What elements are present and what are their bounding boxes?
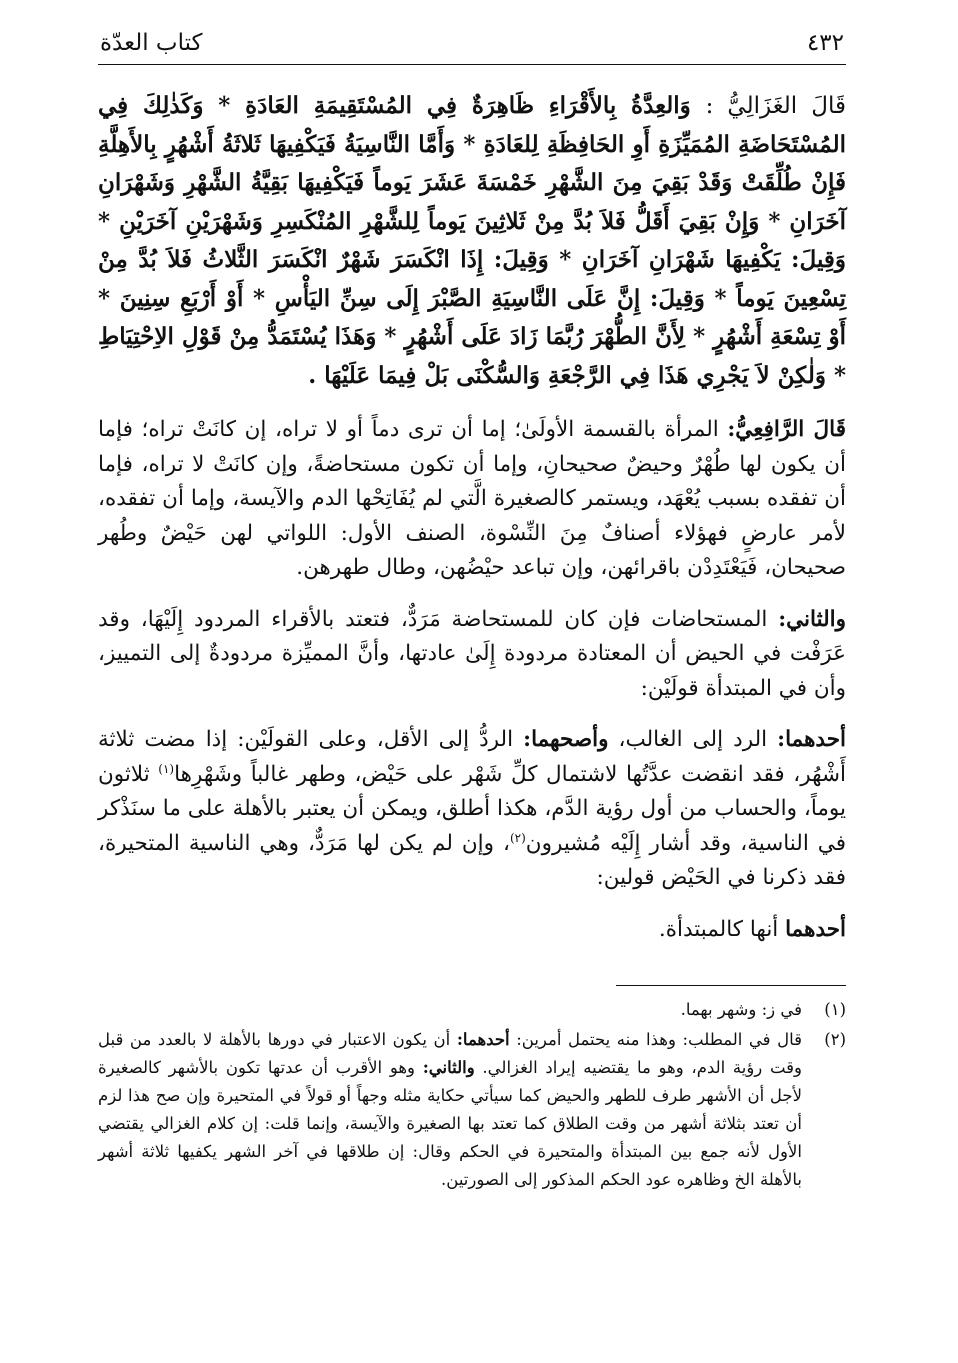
commentary-text-4: أنها كالمبتدأة.	[658, 916, 779, 942]
matn-speaker: قَالَ الغَزَالِيُّ :	[705, 93, 847, 119]
footnote-number: (٢)	[824, 1030, 846, 1049]
commentary-text-3b: الردُّ إلى الأقل، وعلى القولَيْن: إذا مضت ثلاثة أَشْهُر، فقد انقضت عدَّتُها لاشتمال كلِّ شَهْر على حَيْض، وطهر غالباً وشَهْرِها	[98, 727, 846, 787]
footnote-lead-second: والثاني:	[422, 1058, 475, 1077]
footnote-2	[98, 1026, 846, 1194]
commentary-lead-first: أحدهما	[785, 916, 846, 942]
commentary-text-3a: الرد إلى الغالب،	[618, 727, 768, 752]
footnote-number: (١)	[824, 1000, 846, 1019]
footnote-ref-2[interactable]: (٢)	[509, 830, 526, 845]
matn-paragraph	[98, 87, 846, 395]
page-number: ٤٣٢	[806, 30, 844, 56]
commentary-speaker: قَالَ الرَّافِعِيُّ:	[727, 417, 846, 442]
commentary	[98, 413, 846, 947]
footnotes	[98, 996, 846, 1194]
footnote-text-pre: قال في المطلب: وهذا منه يحتمل أمرين:	[516, 1030, 803, 1049]
footnote-lead-first: أحدهما:	[456, 1030, 510, 1049]
commentary-paragraph-4	[98, 913, 846, 948]
commentary-text-3d: ، وإن لم يكن لها مَرَدٌّ، وهي الناسية المتحيرة، فقد ذكرنا في الحَيْض قولين:	[98, 830, 846, 890]
commentary-paragraph-3	[98, 723, 846, 896]
footnote-separator	[616, 985, 846, 986]
commentary-lead-sounder-opinion: وأصحهما:	[523, 727, 609, 752]
book-title: كتاب العدّة	[100, 30, 203, 56]
footnote-ref-1[interactable]: (١)	[158, 761, 175, 776]
commentary-text-3c: ثلاثون يوماً، والحساب من أول رؤية الدَّم، هكذا أطلق، ويمكن أن يعتبر بالأهلة على ما سنَذْكر في الناسية، وقد أشار إِلَيْه مُشيرون	[98, 761, 846, 856]
commentary-paragraph-1	[98, 413, 846, 586]
commentary-text-1: المرأة بالقسمة الأولَىٰ؛ إما أن ترى دماً أو لا تراه، إن كانَتْ تراه؛ فإما أن يكون لها طُهْرٌ وحيضٌ صحيحانِ، وإما أن تكون مستحاضةً، وإن كانَتْ لا تراه، فإما أن تفقده بسبب يُعْهَد، ويستمر كالصغيرة الَّتي لم يُفَاتِحْها الدم والآيسة، وإما أن تفقده، لأمر عارضٍ فهؤلاء أصنافٌ مِنَ النِّسْوة، الصنف الأول: اللواتي لهن حَيْضٌ وطُهر صحيحان، فَيَعْتَدِدْن باقرائهن، وإن تباعد حيْضُهن، وطال طهرهن.	[98, 417, 846, 580]
commentary-paragraph-2	[98, 603, 846, 707]
running-header	[98, 28, 846, 65]
footnote-text-post: وهو الأقرب أن عدتها تكون بالأشهر كالصغيرة لأجل أن الأشهر طرف للطهر والحيض كما سيأتي حكاية مثله وجهاً أو قولاً في المتحيرة وإن صح هذا لزم أن تعتد بثلاثة أشهر من وقت الطلاق كما تعتد بها الصغيرة والآيسة، وإنما قلت: إن كلام الغزالي يقتضي الأول لأنه جمع بين المبتدأة والمتحيرة في الحكم وقال: إن طلاقها في آخر الشهر يكفيها ثلاثة أشهر بالأهلة الخ وظاهره عود الحكم المذكور إلى الصورتين.	[98, 1058, 802, 1189]
commentary-text-2: المستحاضات فإن كان للمستحاضة مَرَدٌّ، فتعتد بالأقراء المردود إِلَيْهَا، وقد عَرَفْت في الحيض أن المعتادة مردودة إِلَىٰ عادتها، وأنَّ المميِّزة مردودةٌ إلى التمييز، وأن في المبتدأة قولَيْن:	[98, 606, 846, 701]
commentary-lead-second: والثاني:	[778, 606, 846, 632]
commentary-lead-first-opinion: أحدهما:	[777, 727, 846, 752]
footnote-text: في ز: وشهر بهما.	[680, 1000, 802, 1019]
matn-text: وَالعِدَّةُ بِالأَقْرَاءِ ظَاهِرَةٌ فِي المُسْتَقِيمَةِ العَادَةِ * وَكَذٰلِكَ فِي المُسْتَحَاضَةِ المُمَيِّزَةِ أَوِ الحَافِظَةِ لِلعَادَةِ * وَأَمَّا النَّاسِيَةُ فَيَكْفِيهَا ثَلاثَةُ أَشْهُرٍ بِالأَهِلَّةِ فَإِنْ طُلِّقَتْ وَقَدْ بَقِيَ مِنَ الشَّهْرِ خَمْسَةَ عَشَرَ يَوماً فَيَكْفِيهَا بَقِيَّةُ الشَّهْرِ وَشَهْرَانِ آخَرَانِ * وَإِنْ بَقِيَ أَقَلُّ فَلاَ بُدَّ مِنْ ثَلاثِينَ يَوماً لِلشَّهْرِ المُنْكَسِرِ وَشَهْرَيْنِ آخَرَيْنِ * وَقِيلَ: يَكْفِيهَا شَهْرَانِ آخَرَانِ * وَقِيلَ: إِذَا انْكَسَرَ شَهْرٌ انْكَسَرَ الثَّلاثُ فَلاَ بُدَّ مِنْ تِسْعِينَ يَوماً * وَقِيلَ: إِنَّ عَلَى النَّاسِيَةِ الصَّبْرَ إِلَى سِنِّ اليَأْسِ * أَوْ أَرْبَعِ سِنِينَ * أَوْ تِسْعَةِ أَشْهُرٍ * لِأَنَّ الطُّهْرَ رُبَّمَا زَادَ عَلَى أَشْهُرٍ * وَهَذَا يُسْتَمَدُّ مِنْ قَوْلِ الاِحْتِيَاطِ * وَلٰكِنْ لاَ يَجْرِي هَذَا فِي الرَّجْعَةِ وَالسُّكْنَى بَلْ فِيمَا عَلَيْهَا .	[98, 92, 846, 389]
footnote-text-mid: أن يكون الاعتبار في دورها بالأهلة لا بالعدد من قبل وقت رؤية الدم، وهو ما يقتضيه إيراد الغزالي.	[98, 1030, 803, 1077]
footnote-1	[98, 996, 846, 1024]
footnote-text	[98, 1026, 802, 1194]
